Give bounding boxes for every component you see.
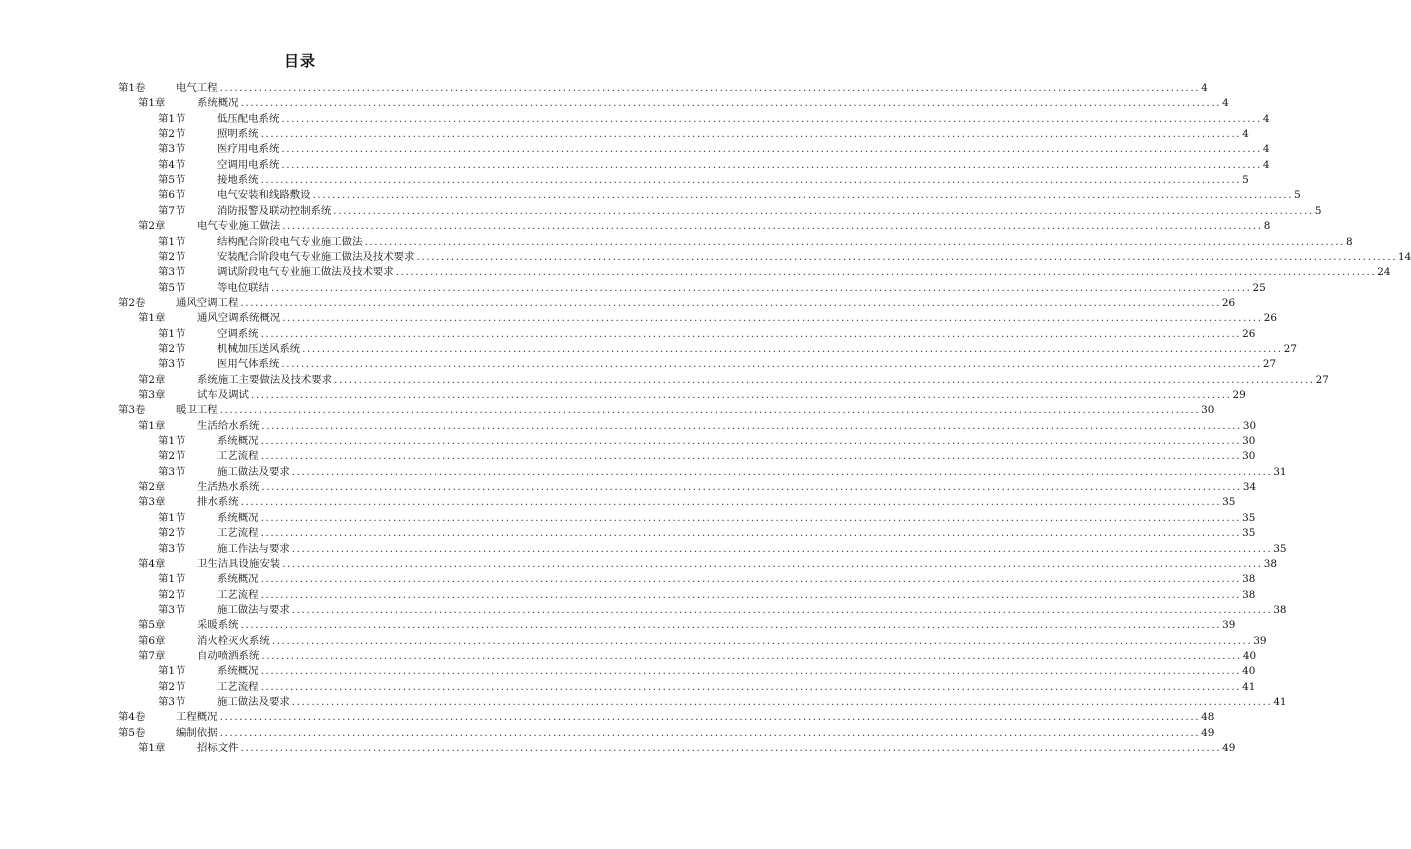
toc-entry-line [217,434,1256,449]
toc-entry-number: 第2卷 [118,296,146,309]
toc-entry-line [176,403,1215,418]
toc-entry[interactable] [0,219,1271,234]
toc-entry[interactable] [0,204,1322,219]
toc-entry-number: 第4卷 [118,711,146,724]
toc-entry-page-number: 4 [1262,143,1270,156]
toc-entry-page-number: 4 [1222,97,1229,110]
toc-entry-page-number: 49 [1201,726,1215,739]
toc-entry[interactable] [0,618,1236,633]
toc-entry-title: 照明系统 [217,128,259,141]
toc-entry-number: 第2节 [158,588,186,601]
toc-entry-page-number: 35 [1242,511,1256,524]
toc-entry-title: 通风空调工程 [176,296,239,309]
toc-entry-title: 工艺流程 [217,680,259,693]
toc-entry-line [217,327,1256,342]
toc-entry-number: 第1节 [158,435,186,448]
toc-entry-line [217,572,1256,587]
toc-entry-title: 系统概况 [217,435,259,448]
toc-entry-title: 施工作法与要求 [217,542,290,555]
toc-entry-page-number: 8 [1346,235,1353,248]
toc-entry-page-number: 38 [1273,603,1287,616]
toc-entry[interactable] [0,373,1329,388]
toc-entry[interactable] [0,327,1256,342]
toc-entry-page-number: 41 [1242,680,1256,693]
toc-entry-page-number: 4 [1242,128,1249,141]
toc-entry[interactable] [0,403,1215,418]
dot-leader: ........................................................................................................................................................................................................ [240,296,1221,309]
toc-entry-page-number: 5 [1242,174,1249,187]
toc-entry-page-number: 40 [1242,649,1257,662]
toc-entry-number: 第6节 [158,189,186,202]
toc-entry-line [197,634,1267,649]
toc-entry-page-number: 30 [1242,435,1256,448]
toc-entry-page-number: 27 [1283,342,1297,355]
toc-entry[interactable] [0,173,1249,188]
toc-entry-number: 第3节 [158,358,186,371]
dot-leader: ........................................................................................................................................................................................................ [219,82,1201,94]
toc-entry-number: 第2章 [138,481,166,494]
toc-entry-page-number: 5 [1294,189,1301,202]
dot-leader: ........................................................................................................................................................................................................ [219,404,1201,417]
toc-entry-page-number: 38 [1242,573,1256,586]
dot-leader: ........................................................................................................................................................................................................ [395,266,1377,279]
dot-leader: ........................................................................................................................................................................................................ [282,557,1263,570]
toc-entry-page-number: 14 [1398,250,1411,263]
toc-entry-page-number: 4 [1201,82,1208,94]
toc-entry[interactable] [0,235,1353,250]
toc-entry-page-number: 8 [1263,220,1271,233]
toc-entry-page-number: 4 [1262,112,1270,125]
toc-entry[interactable] [0,465,1287,480]
toc-entry-title: 工程概况 [176,711,218,724]
toc-entry-page-number: 4 [1262,158,1270,171]
toc-entry-title: 施工做法及要求 [217,696,290,708]
toc-entry[interactable] [0,726,1215,741]
dot-leader: ........................................................................................................................................................................................................ [416,250,1397,263]
toc-entry-line [176,296,1236,311]
toc-entry-line [197,96,1229,111]
toc-entry[interactable] [0,480,1257,495]
toc-entry-title: 空调系统 [217,327,259,340]
toc-entry-page-number: 38 [1263,557,1277,570]
toc-entry-page-number: 26 [1263,312,1277,325]
toc-entry-title: 医疗用电系统 [217,143,280,156]
toc-entry-line [217,511,1256,526]
toc-entry-page-number: 30 [1242,419,1257,432]
toc-entry-number: 第1章 [138,97,166,110]
toc-entry-title: 机械加压送风系统 [217,342,301,355]
dot-leader: ........................................................................................................................................................................................................ [261,419,1242,432]
toc-entry-number: 第3节 [158,603,186,616]
toc-entry-line [217,158,1270,173]
dot-leader: ........................................................................................................................................................................................................ [271,634,1253,647]
dot-leader: ........................................................................................................................................................................................................ [302,342,1283,355]
dot-leader: ........................................................................................................................................................................................................ [260,665,1242,678]
dot-leader: ........................................................................................................................................................................................................ [312,189,1294,202]
toc-entry[interactable] [0,296,1236,311]
toc-entry[interactable] [0,81,1208,96]
toc-entry-line [217,112,1270,127]
dot-leader: ........................................................................................................................................................................................................ [260,128,1242,141]
toc-entry[interactable] [0,588,1256,603]
toc-entry-number: 第1节 [158,327,186,340]
toc-entry-number: 第1节 [158,511,186,524]
toc-entry[interactable] [0,710,1215,725]
dot-leader: ........................................................................................................................................................................................................ [334,373,1315,386]
toc-entry-line [217,281,1266,296]
toc-entry-title: 消火栓灭火系统 [197,634,270,647]
page-title: 目录 [283,52,316,70]
toc-entry-number: 第1章 [138,419,166,432]
toc-entry-line [217,127,1249,142]
toc-entry-title: 系统概况 [217,665,259,678]
toc-entry[interactable] [0,664,1256,679]
toc-entry-line [197,741,1236,756]
toc-entry-page-number: 26 [1221,296,1236,309]
toc-entry-number: 第1节 [158,112,186,125]
toc-entry-title: 试车及调试 [197,389,249,401]
toc-entry-title: 生活热水系统 [197,481,260,494]
toc-entry-number: 第7节 [158,204,186,217]
toc-entry-title: 电气专业施工做法 [197,220,281,233]
toc-entry-number: 第2章 [138,373,166,386]
toc-entry-line [197,219,1271,234]
dot-leader: ........................................................................................................................................................................................................ [219,726,1201,739]
toc-entry[interactable] [0,158,1270,173]
toc-entry-title: 低压配电系统 [217,112,280,125]
toc-entry-line [197,495,1236,510]
toc-entry-title: 采暖系统 [197,619,239,632]
toc-entry-title: 编制依据 [176,726,218,739]
toc-entry[interactable] [0,250,1411,265]
toc-entry-title: 工艺流程 [217,588,259,601]
toc-entry-title: 系统概况 [217,573,259,586]
toc-entry[interactable] [0,449,1256,464]
dot-leader: ........................................................................................................................................................................................................ [260,573,1242,586]
toc-entry-line [217,603,1287,618]
toc-entry-number: 第2节 [158,450,186,463]
toc-entry-page-number: 29 [1232,389,1246,401]
dot-leader: ........................................................................................................................................................................................................ [240,742,1222,755]
toc-entry-title: 接地系统 [217,174,259,187]
toc-entry-page-number: 27 [1315,373,1329,386]
toc-entry-number: 第1卷 [118,82,146,94]
dot-leader: ........................................................................................................................................................................................................ [260,588,1242,601]
dot-leader: ........................................................................................................................................................................................................ [260,174,1242,187]
toc-entry-title: 系统概况 [217,511,259,524]
toc-entry-title: 招标文件 [197,742,239,755]
toc-entry-line [217,526,1256,541]
toc-entry-title: 医用气体系统 [217,358,280,371]
dot-leader: ........................................................................................................................................................................................................ [291,696,1273,708]
toc-entry-title: 施工做法与要求 [217,603,290,616]
dot-leader: ........................................................................................................................................................................................................ [260,450,1242,463]
toc-entry-number: 第3节 [158,542,186,555]
toc-entry-number: 第3章 [138,389,166,401]
toc-entry-line [197,373,1329,388]
toc-entry-number: 第2节 [158,527,186,540]
toc-entry-title: 电气安装和线路敷设 [217,189,311,202]
toc-entry-page-number: 39 [1253,634,1267,647]
dot-leader: ........................................................................................................................................................................................................ [261,481,1242,494]
toc-entry-number: 第3节 [158,266,186,279]
dot-leader: ........................................................................................................................................................................................................ [240,496,1222,509]
dot-leader: ........................................................................................................................................................................................................ [250,389,1232,401]
toc-entry-title: 工艺流程 [217,450,259,463]
toc-entry-line [197,557,1277,572]
toc-entry-page-number: 38 [1242,588,1256,601]
toc-entry-line [217,449,1256,464]
toc-entry-page-number: 5 [1314,204,1322,217]
toc-entry-title: 结构配合阶段电气专业施工做法 [217,235,363,248]
toc-entry-page-number: 48 [1201,711,1215,724]
toc-entry[interactable] [0,557,1277,572]
dot-leader: ........................................................................................................................................................................................................ [291,465,1273,478]
toc-entry-number: 第2章 [138,220,166,233]
toc-entry[interactable] [0,603,1287,618]
dot-leader: ........................................................................................................................................................................................................ [261,649,1242,662]
toc-entry-number: 第5卷 [118,726,146,739]
toc-entry[interactable] [0,434,1256,449]
toc-entry-title: 排水系统 [197,496,239,509]
toc-entry-line [217,173,1249,188]
toc-entry-number: 第1章 [138,312,166,325]
toc-entry-line [217,695,1287,710]
toc-entry[interactable] [0,265,1391,280]
toc-entry-number: 第4章 [138,557,166,570]
toc-entry-line [176,710,1215,725]
toc-entry-line [217,588,1256,603]
toc-entry-title: 暖卫工程 [176,404,218,417]
toc-entry[interactable] [0,142,1270,157]
toc-entry-line [217,664,1256,679]
toc-entry-line [176,726,1215,741]
toc-entry-number: 第2节 [158,250,186,263]
toc-entry-page-number: 41 [1273,696,1287,708]
toc-entry-line [197,311,1277,326]
dot-leader: ........................................................................................................................................................................................................ [281,158,1262,171]
toc-entry-line [217,342,1297,357]
toc-entry[interactable] [0,96,1229,111]
toc-entry-title: 通风空调系统概况 [197,312,281,325]
toc-entry-number: 第3章 [138,496,166,509]
toc-entry-title: 生活给水系统 [197,419,260,432]
toc-entry[interactable] [0,649,1257,664]
toc-entry-page-number: 31 [1273,465,1287,478]
toc-entry-number: 第5章 [138,619,166,632]
dot-leader: ........................................................................................................................................................................................................ [282,220,1263,233]
toc-entry[interactable] [0,281,1266,296]
toc-entry-page-number: 30 [1242,450,1256,463]
dot-leader: ........................................................................................................................................................................................................ [281,112,1262,125]
toc-entry-page-number: 35 [1242,527,1256,540]
dot-leader: ........................................................................................................................................................................................................ [219,711,1201,724]
dot-leader: ........................................................................................................................................................................................................ [260,680,1242,693]
toc-entry[interactable] [0,357,1277,372]
toc-entry-title: 电气工程 [176,82,218,94]
toc-entry-number: 第1节 [158,665,186,678]
toc-entry[interactable] [0,342,1297,357]
toc-entry-page-number: 26 [1242,327,1256,340]
toc-entry-line [217,142,1270,157]
toc-entry[interactable] [0,188,1301,203]
toc-entry-line [217,542,1287,557]
toc-entry[interactable] [0,634,1267,649]
toc-entry[interactable] [0,741,1236,756]
toc-entry-number: 第3节 [158,465,186,478]
toc-entry-line [217,465,1287,480]
dot-leader: ........................................................................................................................................................................................................ [260,327,1242,340]
dot-leader: ........................................................................................................................................................................................................ [291,603,1273,616]
toc-entry-line [217,265,1391,280]
toc-entry-page-number: 24 [1377,266,1391,279]
toc-entry-line [197,618,1236,633]
toc-entry-title: 系统概况 [197,97,239,110]
toc-entry-number: 第6章 [138,634,166,647]
dot-leader: ........................................................................................................................................................................................................ [291,542,1273,555]
toc-entry[interactable] [0,542,1287,557]
dot-leader: ........................................................................................................................................................................................................ [260,511,1242,524]
toc-entry-number: 第5节 [158,281,186,294]
toc-entry-line [197,649,1257,664]
toc-entry-title: 调试阶段电气专业施工做法及技术要求 [217,266,394,279]
toc-entry-number: 第7章 [138,649,166,662]
toc-entry[interactable] [0,572,1256,587]
toc-entry[interactable] [0,495,1236,510]
toc-entry-page-number: 34 [1242,481,1257,494]
toc-entry-page-number: 27 [1262,358,1277,371]
toc-entry-number: 第1章 [138,742,166,755]
toc-entry-number: 第3节 [158,143,186,156]
toc-entry[interactable] [0,112,1270,127]
toc-entry[interactable] [0,526,1256,541]
toc-entry-number: 第2节 [158,680,186,693]
dot-leader: ........................................................................................................................................................................................................ [240,619,1222,632]
toc-entry-line [176,81,1208,96]
dot-leader: ........................................................................................................................................................................................................ [281,143,1262,156]
toc-entry[interactable] [0,127,1249,142]
toc-entry[interactable] [0,388,1246,403]
toc-entry-title: 安装配合阶段电气专业施工做法及技术要求 [217,250,415,263]
dot-leader: ........................................................................................................................................................................................................ [260,435,1242,448]
toc-entry-title: 施工做法及要求 [217,465,290,478]
toc-entry-title: 自动喷洒系统 [197,649,260,662]
toc-entry-number: 第1节 [158,573,186,586]
toc-entry-title: 工艺流程 [217,527,259,540]
toc-entry-title: 系统施工主要做法及技术要求 [197,373,333,386]
toc-entry-page-number: 25 [1252,281,1266,294]
toc-entry-number: 第2节 [158,342,186,355]
toc-entry-title: 等电位联结 [217,281,269,294]
toc-entry-line [217,680,1256,695]
toc-entry-line [217,235,1353,250]
dot-leader: ........................................................................................................................................................................................................ [364,235,1346,248]
dot-leader: ........................................................................................................................................................................................................ [240,97,1222,110]
toc-entry-title: 卫生洁具设施安装 [197,557,281,570]
toc-entry-line [197,480,1257,495]
dot-leader: ........................................................................................................................................................................................................ [282,312,1263,325]
toc-entry-number: 第4节 [158,158,186,171]
toc-entry[interactable] [0,680,1256,695]
toc-entry-page-number: 40 [1242,665,1256,678]
toc-entry-page-number: 35 [1222,496,1236,509]
toc-entry-line [217,188,1301,203]
dot-leader: ........................................................................................................................................................................................................ [333,204,1314,217]
toc-entry-number: 第3卷 [118,404,146,417]
toc-entry-number: 第2节 [158,128,186,141]
toc-entry[interactable] [0,695,1287,710]
toc-entry-line [197,419,1257,434]
toc-entry-line [217,204,1322,219]
toc-entry-title: 空调用电系统 [217,158,280,171]
dot-leader: ........................................................................................................................................................................................................ [260,527,1242,540]
dot-leader: ........................................................................................................................................................................................................ [270,281,1252,294]
toc-entry-page-number: 30 [1201,404,1215,417]
dot-leader: ........................................................................................................................................................................................................ [281,358,1262,371]
toc-entry-line [197,388,1246,403]
toc-entry-line [217,250,1411,265]
toc-entry-number: 第3节 [158,696,186,708]
toc-entry[interactable] [0,311,1277,326]
toc-entry-number: 第5节 [158,174,186,187]
toc-entry-page-number: 35 [1273,542,1287,555]
toc-entry-title: 消防报警及联动控制系统 [217,204,332,217]
toc-entry[interactable] [0,419,1257,434]
toc-entry-page-number: 39 [1222,619,1236,632]
toc-entry-page-number: 49 [1222,742,1236,755]
toc-entry-number: 第1节 [158,235,186,248]
toc-entry[interactable] [0,511,1256,526]
toc-entry-line [217,357,1277,372]
